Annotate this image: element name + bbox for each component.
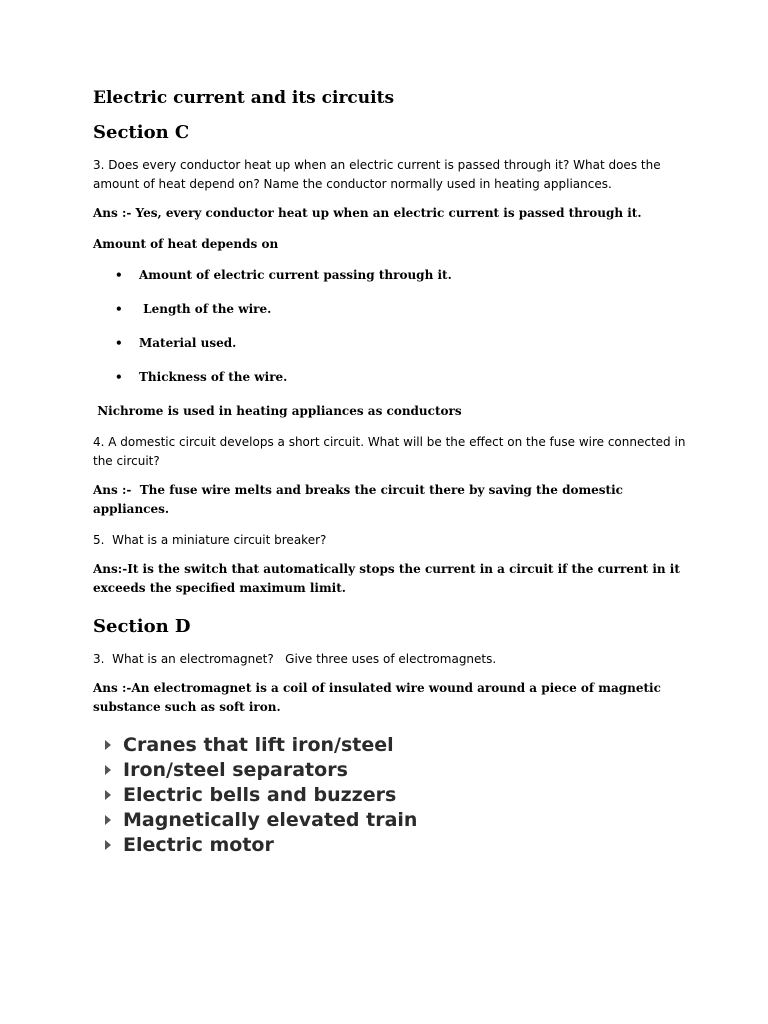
list-item-text: Iron/steel separators [123, 759, 348, 781]
list-item [105, 833, 693, 858]
triangle-arrow-icon [105, 790, 111, 800]
list-item [115, 300, 693, 334]
question-c5: 5. What is a miniature circuit breaker? [93, 533, 327, 547]
list-item [105, 733, 693, 758]
list-item-text: Thickness of the wire. [139, 370, 288, 384]
list-item-text: Cranes that lift iron/steel [123, 734, 394, 756]
question-c3: 3. Does every conductor heat up when an electric current is passed through it? What does the amount of heat depend on? Name the conductor normally used in heating appliances. [93, 158, 661, 191]
section-d-heading: Section D [93, 616, 191, 637]
section-c-heading: Section C [93, 122, 190, 143]
list-item [115, 334, 693, 368]
bullet-dot-icon: • [115, 370, 123, 384]
list-item [105, 808, 693, 833]
triangle-arrow-icon [105, 765, 111, 775]
triangle-arrow-icon [105, 740, 111, 750]
answer-d3: Ans :-An electromagnet is a coil of insulated wire wound around a piece of magnetic substance such as soft iron. [93, 681, 661, 714]
list-item [105, 783, 693, 808]
document-title: Electric current and its circuits [93, 88, 395, 108]
answer-c5: Ans:-It is the switch that automatically stops the current in a circuit if the current in it exceeds the specified maximum limit. [93, 562, 680, 595]
bullet-dot-icon: • [115, 336, 123, 350]
list-item-text: Amount of electric current passing through it. [139, 268, 452, 282]
electromagnet-uses-list [105, 733, 693, 858]
list-item [115, 368, 693, 402]
triangle-arrow-icon [105, 840, 111, 850]
answer-c4: Ans :- The fuse wire melts and breaks the circuit there by saving the domestic appliances. [93, 483, 628, 516]
answer-c3: Ans :- Yes, every conductor heat up when an electric current is passed through it. [93, 206, 642, 220]
list-item [105, 758, 693, 783]
heat-factors-list [93, 266, 693, 402]
question-d3: 3. What is an electromagnet? Give three uses of electromagnets. [93, 652, 497, 666]
list-item-text: Length of the wire. [139, 302, 272, 316]
list-item-text: Magnetically elevated train [123, 809, 418, 831]
nichrome-statement: Nichrome is used in heating appliances as conductors [93, 404, 462, 418]
list-item-text: Electric bells and buzzers [123, 784, 397, 806]
heat-depends-heading: Amount of heat depends on [93, 237, 279, 251]
list-item-text: Material used. [139, 336, 237, 350]
triangle-arrow-icon [105, 815, 111, 825]
question-c4: 4. A domestic circuit develops a short circuit. What will be the effect on the fuse wire connected in the circuit? [93, 435, 686, 468]
list-item [115, 266, 693, 300]
bullet-dot-icon: • [115, 268, 123, 282]
bullet-dot-icon: • [115, 302, 123, 316]
document-page [93, 88, 693, 858]
list-item-text: Electric motor [123, 834, 274, 856]
